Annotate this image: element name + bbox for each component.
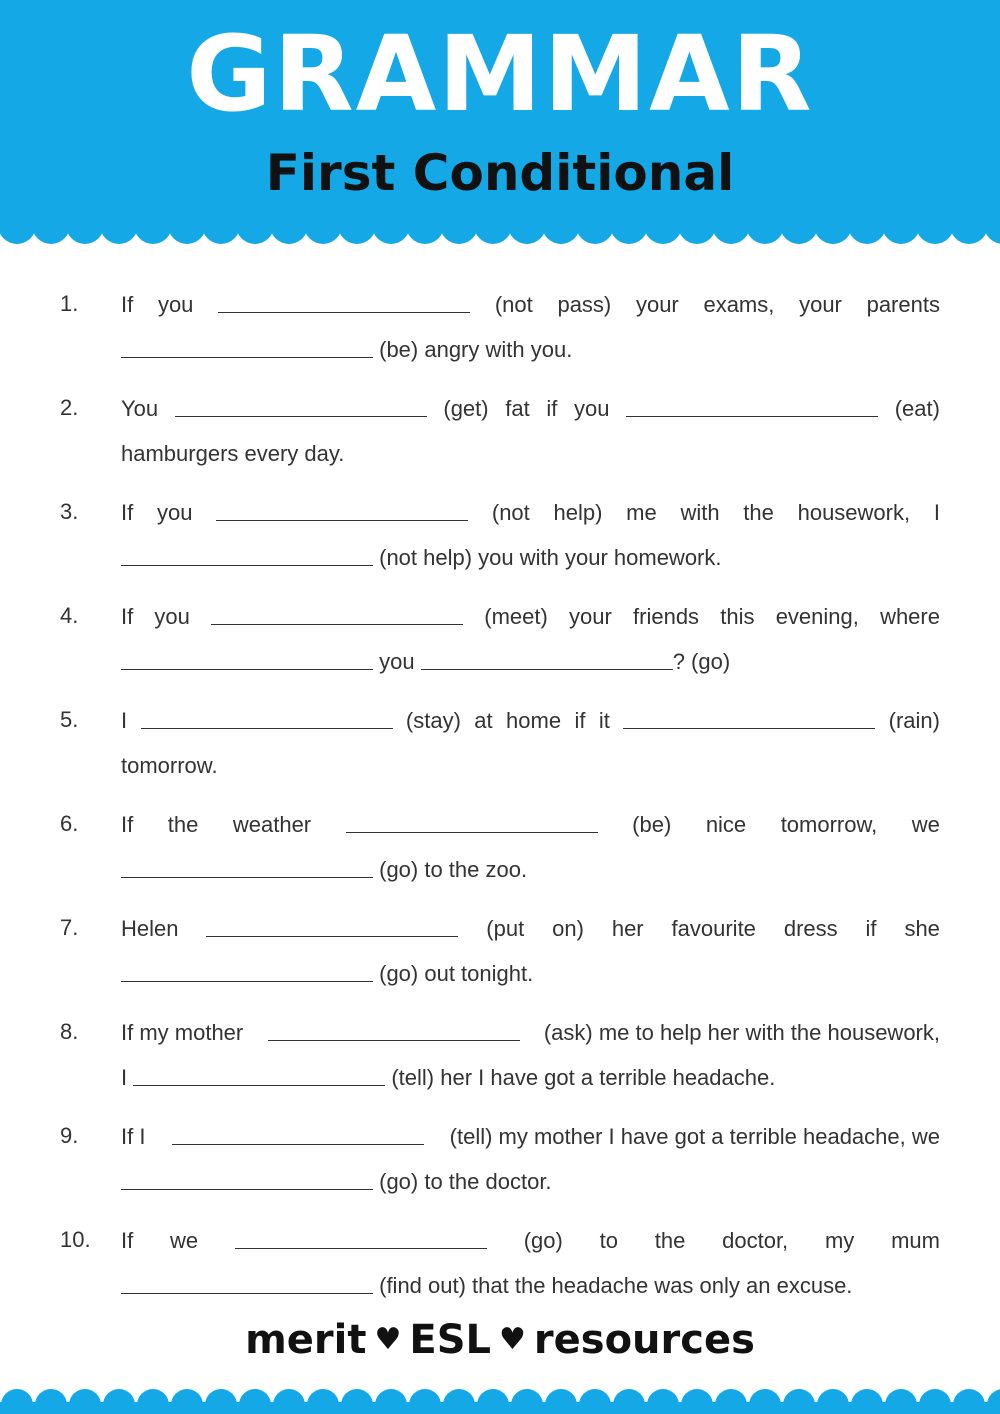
exercise-text: (meet) (484, 604, 548, 629)
page-title: GRAMMAR (186, 13, 814, 135)
exercise-text: favourite (671, 916, 756, 941)
exercise-line2 (121, 851, 940, 883)
exercise-item (60, 804, 940, 908)
exercise-text: If (121, 292, 134, 317)
exercise-text: on) (552, 916, 584, 941)
exercise-number: 2. (60, 395, 79, 420)
exercise-text: (go) (523, 1228, 563, 1253)
answer-blank[interactable] (346, 832, 598, 833)
exercise-number: 8. (60, 1019, 79, 1044)
exercise-text: parents (866, 292, 940, 317)
exercise-line2 (121, 747, 940, 779)
heart-icon: ♥ (374, 1322, 402, 1357)
exercise-line2 (121, 331, 940, 363)
exercise-text: doctor, (722, 1228, 789, 1253)
exercise-text: you (573, 396, 610, 421)
answer-blank[interactable] (175, 416, 427, 417)
answer-blank[interactable] (216, 520, 468, 521)
exercise-text: if (574, 708, 586, 733)
exercise-text: (go) out tonight. (373, 961, 534, 986)
exercise-item (60, 700, 940, 804)
answer-blank[interactable] (121, 1293, 373, 1294)
exercise-text: ? (go) (672, 649, 731, 674)
exercise-text: help) (553, 500, 603, 525)
exercise-text: fat (505, 396, 530, 421)
footer-brand-part3: resources (533, 1317, 755, 1363)
exercise-text: (not (494, 292, 533, 317)
exercise-number: 3. (60, 499, 79, 524)
exercise-list (60, 284, 940, 1324)
exercise-text: my (824, 1228, 855, 1253)
exercise-text: you (156, 500, 193, 525)
footer-brand-part1: merit (245, 1317, 367, 1363)
answer-blank[interactable] (172, 1144, 424, 1145)
answer-blank[interactable] (121, 877, 373, 878)
exercise-text: your (799, 292, 842, 317)
exercise-text: (rain) (888, 708, 940, 733)
answer-blank[interactable] (626, 416, 878, 417)
exercise-line2 (121, 435, 940, 467)
exercise-text: tomorrow. (121, 753, 218, 778)
answer-blank[interactable] (206, 936, 458, 937)
exercise-text: to (599, 1228, 618, 1253)
exercise-line2 (121, 1267, 940, 1299)
heart-icon: ♥ (499, 1322, 526, 1357)
exercise-text: dress (783, 916, 838, 941)
exercise-text: if (865, 916, 877, 941)
exercise-line1 (121, 702, 940, 734)
exercise-text: we (911, 812, 940, 837)
exercise-text: with (680, 500, 720, 525)
exercise-number: 7. (60, 915, 79, 940)
exercise-text: If (121, 604, 134, 629)
scallop-border-top (0, 205, 1000, 255)
exercise-text: at (474, 708, 493, 733)
exercise-line2 (121, 539, 940, 571)
exercise-text: If (121, 500, 134, 525)
answer-blank[interactable] (623, 728, 875, 729)
exercise-item (60, 492, 940, 596)
exercise-number: 10. (60, 1227, 91, 1252)
exercise-text: home (506, 708, 562, 733)
exercise-text: if (546, 396, 558, 421)
answer-blank[interactable] (211, 624, 463, 625)
exercise-text: If (121, 1228, 134, 1253)
exercise-text: the (654, 1228, 686, 1253)
exercise-text: hamburgers every day. (121, 441, 345, 466)
exercise-text: housework, (797, 500, 911, 525)
exercise-line1 (121, 1222, 940, 1254)
exercise-item (60, 596, 940, 700)
exercise-line1 (121, 806, 940, 838)
exercise-text: I (933, 500, 940, 525)
exercise-line2 (121, 955, 940, 987)
exercise-text: nice (705, 812, 747, 837)
exercise-text: I (121, 1065, 134, 1090)
exercise-text: (put (486, 916, 525, 941)
exercise-line1 (121, 390, 940, 422)
exercise-text: (find out) that the headache was only an excuse. (373, 1273, 853, 1298)
exercise-text: You (121, 396, 159, 421)
exercise-text: (go) to the zoo. (373, 857, 528, 882)
exercise-text: (tell) my mother I have got a terrible headache, we (449, 1124, 940, 1149)
answer-blank[interactable] (133, 1085, 385, 1086)
exercise-text: evening, (775, 604, 859, 629)
answer-blank[interactable] (121, 1189, 373, 1190)
exercise-text: we (170, 1228, 199, 1253)
exercise-item (60, 1220, 940, 1324)
exercise-text: I (121, 708, 128, 733)
answer-blank[interactable] (268, 1040, 520, 1041)
exercise-text: the (743, 500, 774, 525)
exercise-text: (be) angry with you. (373, 337, 573, 362)
exercise-text: she (904, 916, 940, 941)
answer-blank[interactable] (421, 669, 673, 670)
exercise-line2 (121, 643, 940, 675)
scallop-border-bottom (0, 1388, 1000, 1414)
exercise-text: (get) (443, 396, 489, 421)
exercise-line1 (121, 598, 940, 630)
exercise-text: (go) to the doctor. (373, 1169, 552, 1194)
exercise-text: tomorrow, (780, 812, 878, 837)
exercise-text: you (373, 649, 421, 674)
exercise-line1 (121, 1014, 940, 1046)
answer-blank[interactable] (121, 357, 373, 358)
exercise-item (60, 1012, 940, 1116)
exercise-text: (not help) you with your homework. (373, 545, 722, 570)
exercise-text: the (167, 812, 199, 837)
exercise-number: 5. (60, 707, 79, 732)
exercise-text: me (626, 500, 657, 525)
answer-blank[interactable] (121, 669, 373, 670)
exercise-item (60, 388, 940, 492)
exercise-text: (eat) (894, 396, 940, 421)
exercise-number: 9. (60, 1123, 79, 1148)
exercise-line1 (121, 494, 940, 526)
footer-brand (0, 1317, 1000, 1363)
exercise-item (60, 284, 940, 388)
exercise-text: mum (891, 1228, 940, 1253)
exercise-text: it (598, 708, 610, 733)
answer-blank[interactable] (235, 1248, 487, 1249)
answer-blank[interactable] (218, 312, 470, 313)
exercise-number: 1. (60, 291, 79, 316)
exercise-text: you (154, 604, 190, 629)
exercise-line2 (121, 1059, 940, 1091)
exercise-line1 (121, 286, 940, 318)
exercise-text: (stay) (405, 708, 461, 733)
exercise-text: (be) (632, 812, 672, 837)
exercise-text: your (569, 604, 612, 629)
answer-blank[interactable] (121, 981, 373, 982)
exercise-number: 6. (60, 811, 79, 836)
exercise-line1 (121, 910, 940, 942)
exercise-text: (tell) her I have got a terrible headache. (385, 1065, 776, 1090)
exercise-text: friends (633, 604, 700, 629)
exercise-text: your (635, 292, 679, 317)
exercise-text: (not (491, 500, 530, 525)
exercise-text: where (880, 604, 940, 629)
exercise-number: 4. (60, 603, 79, 628)
exercise-text: this (720, 604, 755, 629)
exercise-item (60, 1116, 940, 1220)
exercise-text: Helen (121, 916, 179, 941)
exercise-text: (ask) me to help her with the housework, (543, 1020, 940, 1045)
exercise-line2 (121, 1163, 940, 1195)
exercise-text: you (157, 292, 194, 317)
exercise-item (60, 908, 940, 1012)
exercise-text: If I (121, 1124, 146, 1149)
exercise-text: weather (232, 812, 312, 837)
exercise-text: If my mother (121, 1020, 244, 1045)
exercise-line1 (121, 1118, 940, 1150)
exercise-text: exams, (703, 292, 775, 317)
answer-blank[interactable] (121, 565, 373, 566)
exercise-text: If (121, 812, 134, 837)
footer-brand-part2: ESL (409, 1317, 491, 1363)
exercise-text: pass) (557, 292, 612, 317)
exercise-text: her (611, 916, 644, 941)
page-subtitle: First Conditional (265, 144, 735, 202)
answer-blank[interactable] (141, 728, 393, 729)
